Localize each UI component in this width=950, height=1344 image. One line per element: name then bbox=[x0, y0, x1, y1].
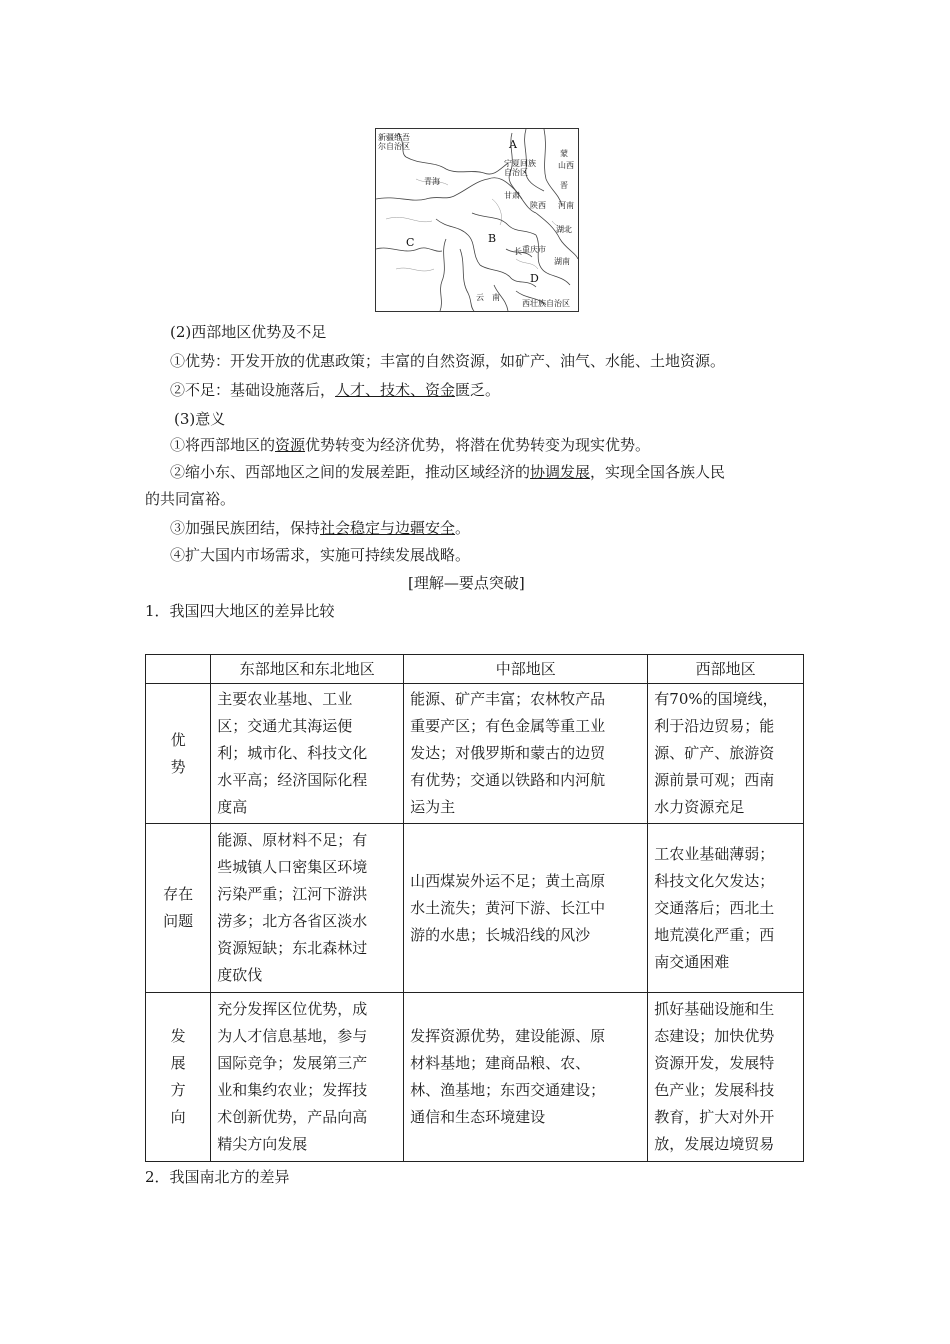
table-cell: 山西煤炭外运不足；黄土高原 水土流失；黄河下游、长江中 游的水患；长城沿线的风沙 bbox=[404, 824, 648, 993]
section3-p2 bbox=[170, 462, 725, 482]
table-cell: 发挥资源优势，建设能源、原 材料基地；建商品粮、农、 林、渔基地；东西交通建设； 通信和生态环境建设 bbox=[404, 993, 648, 1162]
label-jin: 晋 bbox=[560, 181, 568, 190]
section3-heading: (3)意义 bbox=[174, 410, 226, 428]
table-cell: 有70%的国境线， 利于沿边贸易；能 源、矿产、旅游资 源前景可观；西南 水力资源充足 bbox=[648, 684, 804, 824]
section3-p2-cont: 的共同富裕。 bbox=[145, 490, 236, 508]
dis-post: 匮乏。 bbox=[455, 381, 501, 399]
table-cell: 充分发挥区位优势，成 为人才信息基地，参与 国际竞争；发展第三产 业和集约农业；发挥技 术创新优势，产品向高 精尖方向发展 bbox=[211, 993, 404, 1162]
table-row-development bbox=[146, 993, 804, 1162]
section3-p1 bbox=[170, 435, 650, 455]
label-b: B bbox=[488, 232, 497, 245]
label-gansu: 甘肃 bbox=[504, 191, 520, 200]
label-hubei: 湖北 bbox=[556, 225, 572, 234]
row-label: 发 展 方 向 bbox=[146, 993, 211, 1162]
dis-pre: ②不足：基础设施落后， bbox=[170, 381, 336, 399]
section3-p4: ④扩大国内市场需求，实施可持续发展战略。 bbox=[170, 546, 471, 564]
p3-pre: ③加强民族团结，保持 bbox=[170, 519, 321, 537]
label-qinghai: 青海 bbox=[424, 177, 440, 186]
label-shanxi: 山西 bbox=[558, 161, 574, 170]
label-ningxia: 宁夏回族 自治区 bbox=[504, 159, 536, 177]
region-map bbox=[375, 128, 579, 312]
table-cell: 能源、原材料不足；有 些城镇人口密集区环境 污染严重；江河下游洪 涝多；北方各省区淡水 资源短缺；东北森林过 度砍伐 bbox=[211, 824, 404, 993]
p3-post: 。 bbox=[455, 519, 471, 537]
section2-advantage: ①优势：开发开放的优惠政策；丰富的自然资源，如矿产、油气、水能、土地资源。 bbox=[170, 352, 726, 370]
label-hunan: 湖南 bbox=[554, 257, 570, 266]
map-outline bbox=[376, 129, 578, 311]
label-a: A bbox=[509, 138, 517, 151]
p1-pre: ①将西部地区的 bbox=[170, 436, 276, 454]
label-chang: 长 bbox=[514, 247, 522, 256]
item1-title: 1．我国四大地区的差异比较 bbox=[145, 602, 335, 620]
row-label: 存在 问题 bbox=[146, 824, 211, 993]
label-shaanxi: 陕西 bbox=[530, 201, 546, 210]
label-guangxi: 西壮族自治区 bbox=[522, 299, 570, 308]
table-cell: 抓好基础设施和生 态建设；加快优势 资源开发，发展特 色产业；发展科技 教育，扩大对外开 放，发展边境贸易 bbox=[648, 993, 804, 1162]
table-header-row bbox=[146, 655, 804, 684]
p2-underlined: 协调发展 bbox=[530, 463, 591, 481]
table-cell: 主要农业基地、工业 区；交通尤其海运便 利；城市化、科技文化 水平高；经济国际化程 度高 bbox=[211, 684, 404, 824]
label-chongqing: 重庆市 bbox=[522, 245, 546, 254]
section3-p3 bbox=[170, 518, 470, 538]
region-comparison-table bbox=[145, 654, 804, 1162]
table-header-east: 东部地区和东北地区 bbox=[211, 655, 404, 684]
label-c: C bbox=[406, 236, 415, 249]
understanding-heading: [理解—要点突破] bbox=[408, 574, 525, 592]
p1-underlined: 资源 bbox=[275, 436, 306, 454]
table-row-problems bbox=[146, 824, 804, 993]
label-yunnan: 云 南 bbox=[476, 293, 500, 302]
p1-post: 优势转变为经济优势，将潜在优势转变为现实优势。 bbox=[305, 436, 651, 454]
label-mongol: 蒙 bbox=[560, 149, 568, 158]
p2-pre: ②缩小东、西部地区之间的发展差距，推动区域经济的 bbox=[170, 463, 531, 481]
table-header-blank bbox=[146, 655, 211, 684]
row-label: 优 势 bbox=[146, 684, 211, 824]
section2-heading: (2)西部地区优势及不足 bbox=[170, 323, 327, 341]
label-xinjiang: 新疆维吾 尔自治区 bbox=[378, 133, 410, 151]
label-henan: 河南 bbox=[558, 201, 574, 210]
dis-underlined: 人才、技术、资金 bbox=[335, 381, 456, 399]
table-cell: 能源、矿产丰富；农林牧产品 重要产区；有色金属等重工业 发达；对俄罗斯和蒙古的边贸 有优势；交通以铁路和内河航 运为主 bbox=[404, 684, 648, 824]
table-cell: 工农业基础薄弱； 科技文化欠发达； 交通落后；西北土 地荒漠化严重；西 南交通困难 bbox=[648, 824, 804, 993]
table-header-central: 中部地区 bbox=[404, 655, 648, 684]
section2-disadvantage bbox=[170, 380, 500, 400]
p3-underlined: 社会稳定与边疆安全 bbox=[320, 519, 456, 537]
label-d: D bbox=[530, 272, 539, 285]
table-row-advantage bbox=[146, 684, 804, 824]
p2-post: ，实现全国各族人民 bbox=[590, 463, 726, 481]
table-header-west: 西部地区 bbox=[648, 655, 804, 684]
item2-title: 2．我国南北方的差异 bbox=[145, 1168, 290, 1186]
